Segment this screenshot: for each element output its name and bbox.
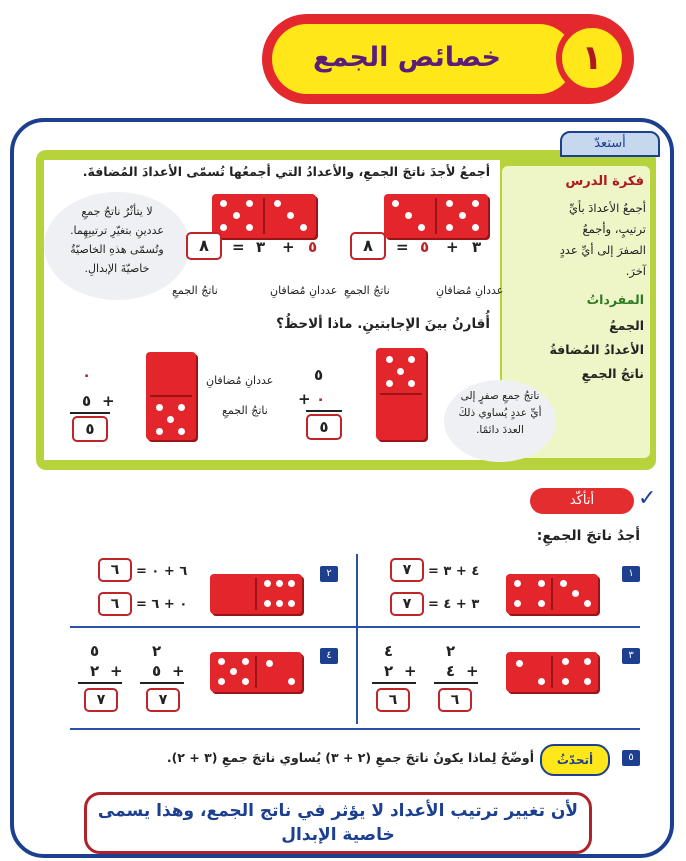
answer-line-2: خاصية الإبدال (281, 825, 395, 845)
question-number: ٤ (320, 648, 338, 664)
checkmark-icon: ✓ (638, 486, 657, 511)
domino-2-4 (506, 652, 598, 692)
vocab-item: الجمعُ (609, 318, 644, 333)
compare-question: أُقارنُ بينَ الإجابتينِ. ماذا ألاحظُ؟ (276, 316, 490, 332)
answer-box-q5 (84, 792, 592, 854)
question-5-text: أوضّحُ لِماذا يكونُ ناتجَ جمعِ (٢ + ٣) يُساوي ناتجَ جمعِ (٣ + ٢). (166, 750, 534, 765)
sum-box: ٥ (72, 416, 108, 442)
label-addends: عددانِ مُضافانِ (206, 374, 274, 387)
label-sum: ناتجُ الجمعِ (344, 284, 390, 297)
lesson-idea-title: فكرة الدرس (565, 174, 644, 189)
practice-instruction: أجدُ ناتجَ الجمعِ: (536, 528, 640, 544)
question-number: ٣ (622, 648, 640, 664)
question-number: ٢ (320, 566, 338, 582)
intro-sentence: أجمعُ لأجدَ ناتجَ الجمعِ، والأعدادُ التي أجمعُها تُسمّى الأعدادَ المُضافةَ. (82, 164, 490, 179)
label-addends: عددانِ مُضافانِ (270, 284, 338, 297)
sum-box: ٨ (186, 232, 222, 260)
domino-5-0 (376, 348, 426, 440)
answer-box: ٦ (98, 558, 132, 582)
divider (356, 554, 358, 724)
commutative-bubble: لا يتأثّرُ ناتجُ جمعِ عددينِ بتغيّرِ ترتيبِهِما. وتُسمّى هذهِ الخاصيّةُ خاصيّةَ الإبدالِ. (44, 192, 190, 300)
question-number: ١ (622, 566, 640, 582)
zero-property-bubble: ناتجُ جمعِ صفرٍ إلى أيِّ عددٍ يُساوي ذلكَ العددَ دائمًا. (444, 380, 556, 462)
divider (70, 626, 640, 628)
sum-box: ٥ (306, 414, 342, 440)
domino-3-5 (384, 194, 488, 238)
answer-box: ٧ (390, 558, 424, 582)
answer-box: ٧ (146, 688, 180, 712)
vocab-item: ناتجُ الجمعِ (581, 366, 644, 381)
divider (70, 728, 640, 730)
question-number: ٥ (622, 750, 640, 766)
answer-box: ٧ (390, 592, 424, 616)
vocab-title: المفرداتُ (586, 292, 644, 307)
domino-5-3 (212, 194, 316, 238)
answer-box: ٦ (98, 592, 132, 616)
vocab-item: الأعدادُ المُضافةُ (549, 342, 644, 357)
label-sum: ناتجُ الجمعِ (172, 284, 218, 297)
label-sum: ناتجُ الجمعِ (222, 404, 268, 417)
lesson-idea-text: أجمعُ الأعدادَ بأيِّ ترتيبٍ، وأجمعُ الصفرَ إلى أيِّ عددٍ آخرَ. (559, 201, 646, 278)
lesson-title: خصائص الجمع (313, 42, 501, 73)
talk-tag: أتحدّثُ (540, 744, 610, 776)
domino-5-2 (210, 652, 302, 692)
answer-box: ٧ (84, 688, 118, 712)
label-addends: عددانِ مُضافانِ (436, 284, 504, 297)
tab-prepare: أستعدّ (560, 131, 660, 157)
domino-6-0 (210, 574, 302, 614)
domino-0-5 (146, 352, 196, 440)
answer-line-1: لأن تغيير ترتيب الأعداد لا يؤثر في ناتج الجمع، وهذا يسمى (97, 801, 579, 821)
sum-box: ٨ (350, 232, 386, 260)
lesson-number-badge: ١ (556, 22, 628, 94)
tab-check: أتأكّد (530, 488, 634, 514)
answer-box: ٦ (438, 688, 472, 712)
domino-4-3 (506, 574, 598, 614)
lesson-banner (262, 14, 634, 104)
answer-box: ٦ (376, 688, 410, 712)
